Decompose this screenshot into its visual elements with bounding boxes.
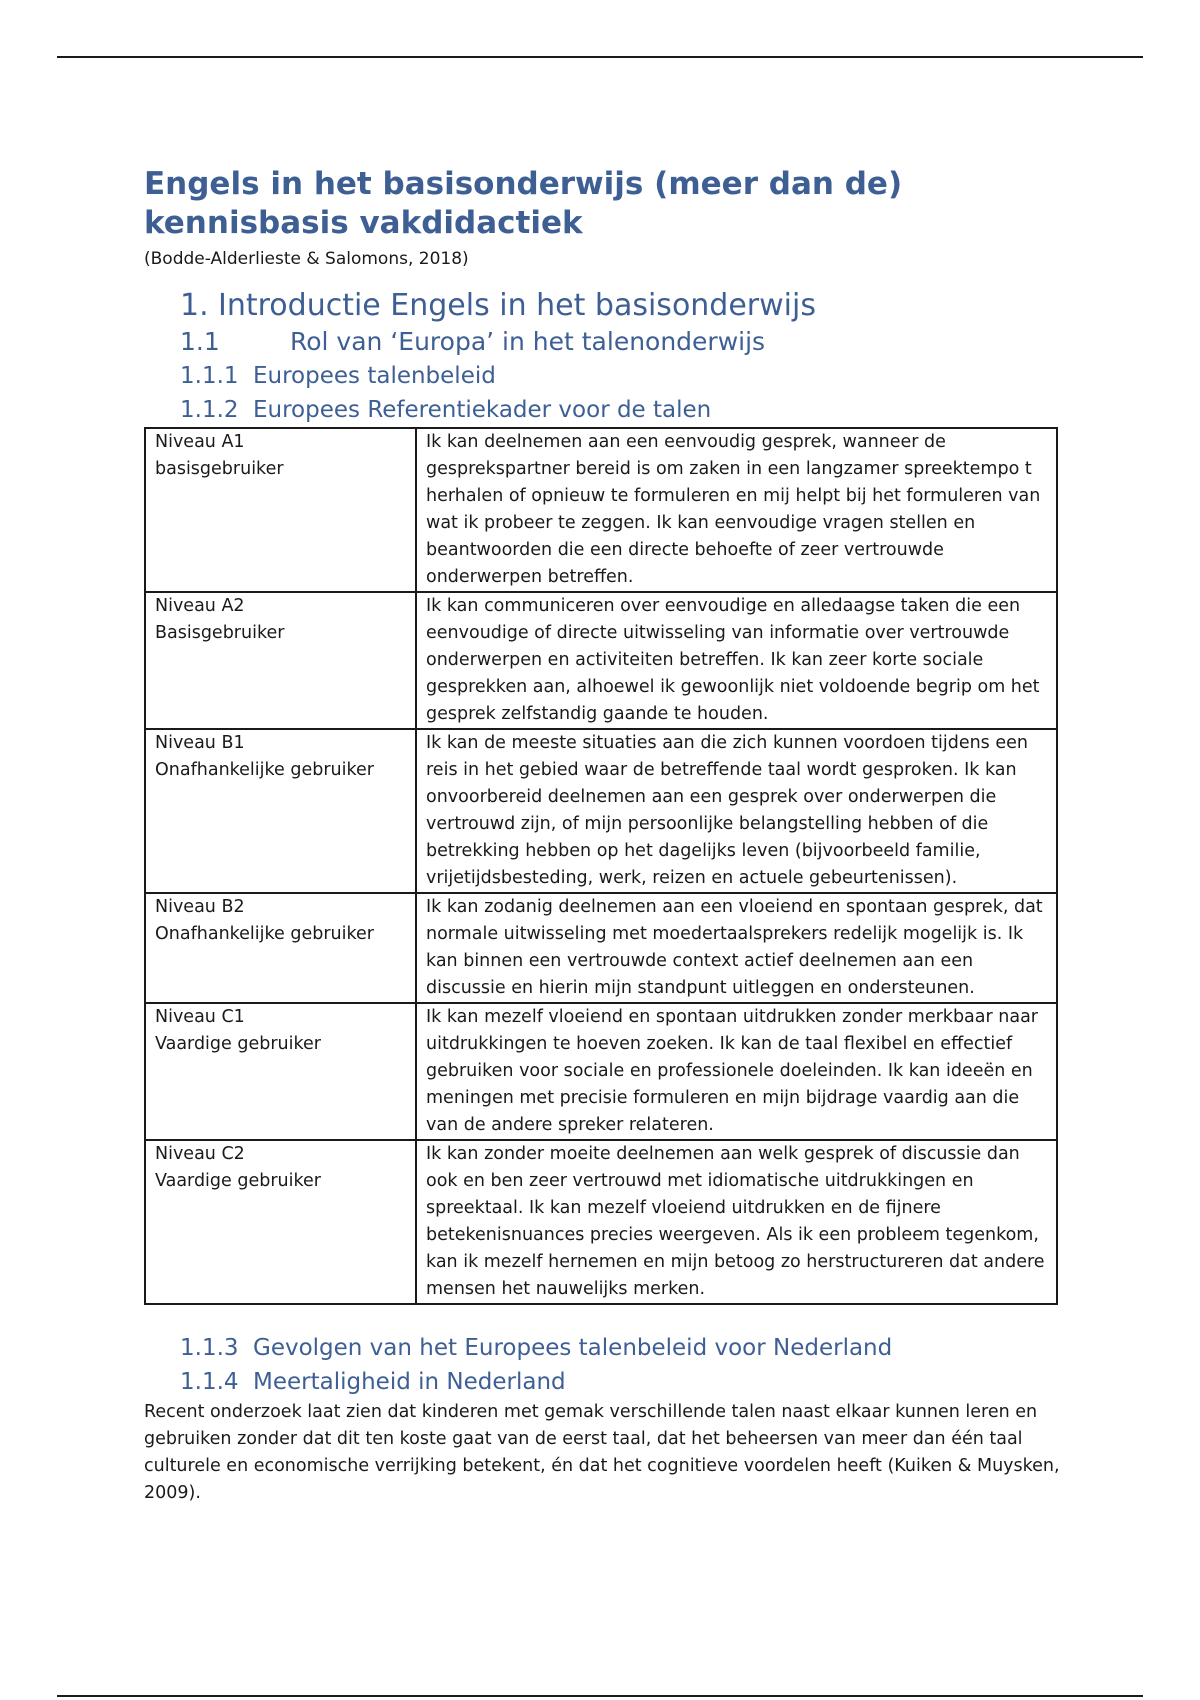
level-name: Niveau A1 [155, 432, 245, 452]
heading-1 [180, 287, 1064, 325]
level-cell [145, 1003, 416, 1140]
level-name: Niveau A2 [155, 596, 245, 616]
heading-1-1-text: Rol van ‘Europa’ in het talenonderwijs [290, 327, 766, 356]
description-cell: Ik kan de meeste situaties aan die zich kunnen voordoen tijdens een reis in het gebied waar de betreffende taal wordt gesproken. Ik kan onvoorbereid deelnemen aan een gesprek over onderwerpen die vertrouwd zijn, of mijn persoonlijke belangstelling hebben of die betrekking hebben op het dagelijks leven (bijvoorbeeld familie, vrijetijdsbesteding, werk, reizen en actuele gebeurtenissen). [416, 729, 1057, 893]
heading-1-1-2-number: 1.1.2 [180, 397, 239, 423]
cefr-levels-table [144, 427, 1058, 1305]
table-row [145, 592, 1057, 729]
table-row [145, 428, 1057, 592]
level-label: Onafhankelijke gebruiker [155, 760, 374, 780]
heading-1-1-1-number: 1.1.1 [180, 363, 239, 389]
heading-1-1-3 [180, 1331, 1064, 1365]
level-label: basisgebruiker [155, 459, 284, 479]
heading-1-1-3-text: Gevolgen van het Europees talenbeleid voor Nederland [253, 1335, 893, 1361]
table-row [145, 729, 1057, 893]
page-content [144, 165, 1064, 1507]
table-row [145, 1003, 1057, 1140]
level-cell [145, 893, 416, 1003]
level-label: Onafhankelijke gebruiker [155, 924, 374, 944]
level-label: Vaardige gebruiker [155, 1171, 321, 1191]
level-name: Niveau B2 [155, 897, 245, 917]
table-row [145, 1140, 1057, 1304]
heading-1-1-4-text: Meertaligheid in Nederland [253, 1369, 566, 1395]
table-row [145, 893, 1057, 1003]
level-label: Basisgebruiker [155, 623, 285, 643]
level-cell [145, 428, 416, 592]
level-cell [145, 1140, 416, 1304]
heading-1-1 [180, 325, 1064, 359]
footer-rule [57, 1695, 1143, 1697]
description-cell: Ik kan deelnemen aan een eenvoudig gesprek, wanneer de gesprekspartner bereid is om zaken in een langzamer spreektempo t herhalen of opnieuw te formuleren en mij helpt bij het formuleren van wat ik probeer te zeggen. Ik kan eenvoudige vragen stellen en beantwoorden die een directe behoefte of zeer vertrouwde onderwerpen betreffen. [416, 428, 1057, 592]
heading-1-text: Introductie Engels in het basisonderwijs [218, 288, 816, 323]
level-label: Vaardige gebruiker [155, 1034, 321, 1054]
heading-1-1-4 [180, 1365, 1064, 1399]
header-rule [57, 56, 1143, 58]
description-cell: Ik kan mezelf vloeiend en spontaan uitdrukken zonder merkbaar naar uitdrukkingen te hoeven zoeken. Ik kan de taal flexibel en effectief gebruiken voor sociale en professionele doeleinden. Ik kan ideeën en meningen met precisie formuleren en mijn bijdrage vaardig aan die van de andere spreker relateren. [416, 1003, 1057, 1140]
heading-1-1-2 [180, 393, 1064, 427]
description-cell: Ik kan zodanig deelnemen aan een vloeiend en spontaan gesprek, dat normale uitwisseling met moedertaalsprekers redelijk mogelijk is. Ik kan binnen een vertrouwde context actief deelnemen aan een discussie en hierin mijn standpunt uitleggen en ondersteunen. [416, 893, 1057, 1003]
heading-1-1-number: 1.1 [180, 327, 220, 356]
level-name: Niveau C1 [155, 1007, 245, 1027]
heading-1-1-2-text: Europees Referentiekader voor de talen [253, 397, 712, 423]
heading-1-1-3-number: 1.1.3 [180, 1335, 239, 1361]
level-name: Niveau B1 [155, 733, 245, 753]
heading-1-1-1 [180, 359, 1064, 393]
document-title: Engels in het basisonderwijs (meer dan de) kennisbasis vakdidactiek [144, 166, 903, 241]
level-name: Niveau C2 [155, 1144, 245, 1164]
description-cell: Ik kan communiceren over eenvoudige en alledaagse taken die een eenvoudige of directe uitwisseling van informatie over vertrouwde onderwerpen en activiteiten betreffen. Ik kan zeer korte sociale gesprekken aan, alhoewel ik gewoonlijk niet voldoende begrip om het gesprek zelfstandig gaande te houden. [416, 592, 1057, 729]
citation: (Bodde-Alderlieste & Salomons, 2018) [144, 249, 469, 269]
level-cell [145, 729, 416, 893]
heading-1-1-1-text: Europees talenbeleid [253, 363, 496, 389]
body-paragraph: Recent onderzoek laat zien dat kinderen met gemak verschillende talen naast elkaar kunnen leren en gebruiken zonder dat dit ten koste gaat van de eerst taal, dat het beheersen van meer dan één taal culturele en economische verrijking betekent, én dat het cognitieve voordelen heeft (Kuiken & Muysken, 2009). [144, 1402, 1060, 1503]
level-cell [145, 592, 416, 729]
heading-1-1-4-number: 1.1.4 [180, 1369, 239, 1395]
heading-1-number: 1. [180, 288, 209, 323]
description-cell: Ik kan zonder moeite deelnemen aan welk gesprek of discussie dan ook en ben zeer vertrouwd met idiomatische uitdrukkingen en spreektaal. Ik kan mezelf vloeiend uitdrukken en de fijnere betekenisnuances precies weergeven. Als ik een probleem tegenkom, kan ik mezelf hernemen en mijn betoog zo herstructureren dat andere mensen het nauwelijks merken. [416, 1140, 1057, 1304]
